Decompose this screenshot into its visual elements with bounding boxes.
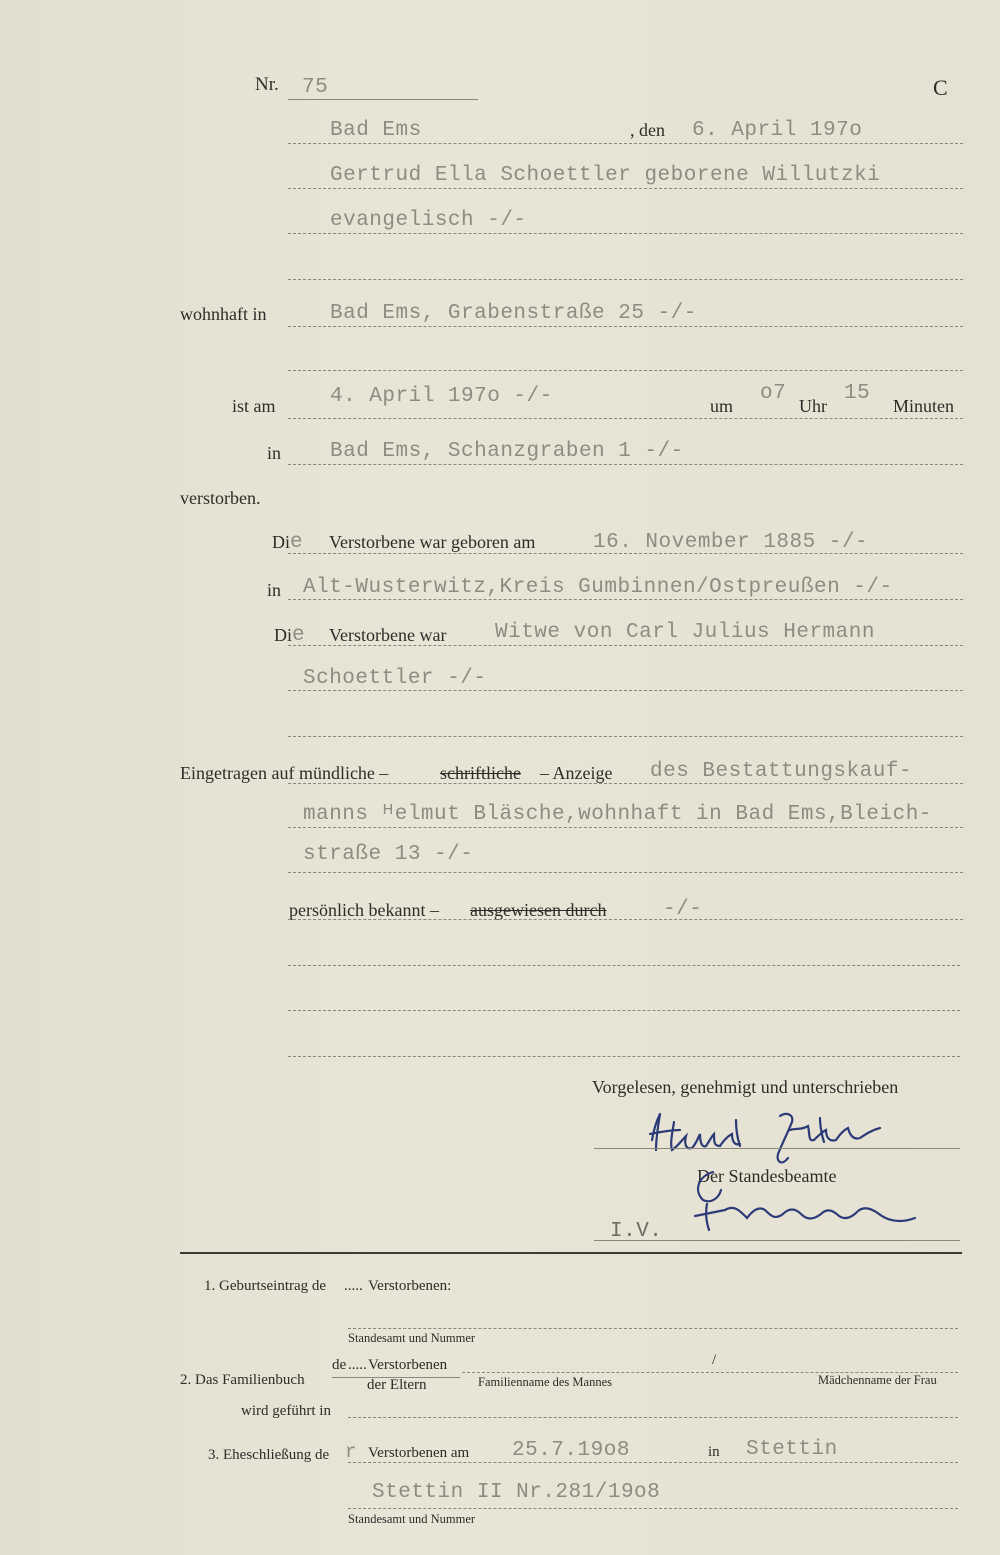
registration-line2-rule bbox=[288, 827, 963, 828]
office-number-label: Standesamt und Nummer bbox=[348, 1331, 476, 1345]
item3-in-label: in bbox=[708, 1444, 720, 1460]
status-line2-rule bbox=[288, 690, 963, 691]
registration-label-b: – Anzeige bbox=[540, 763, 613, 783]
item3-label-b: Verstorbenen am bbox=[368, 1445, 470, 1461]
marriage-register: Stettin II Nr.281/19o8 bbox=[372, 1481, 661, 1504]
registration-line1-rule bbox=[288, 783, 963, 784]
registration-label-struck: schriftliche bbox=[440, 763, 521, 783]
read-approved-label: Vorgelesen, genehmigt und unterschrieben bbox=[592, 1077, 899, 1097]
registration-line1: des Bestattungskauf- bbox=[650, 760, 913, 783]
kept-in-label: wird geführt in bbox=[241, 1403, 331, 1419]
identity-value: -/- bbox=[663, 898, 703, 921]
identity-label-struck: ausgewiesen durch bbox=[470, 900, 607, 920]
religion-line bbox=[288, 233, 963, 234]
death-place: Bad Ems, Schanzgraben 1 -/- bbox=[330, 440, 684, 463]
item2-parents: der Eltern bbox=[367, 1377, 427, 1393]
item1-label-b: Verstorbenen: bbox=[368, 1278, 452, 1294]
item3-rule bbox=[348, 1462, 958, 1463]
birth-in-label: in bbox=[267, 580, 282, 600]
official-label: Der Standesbeamte bbox=[697, 1166, 837, 1186]
signature-2-icon bbox=[675, 1160, 935, 1240]
birth-place-line bbox=[288, 599, 963, 600]
item2-label: 2. Das Familienbuch bbox=[180, 1372, 305, 1388]
date-value: 6. April 197o bbox=[692, 119, 863, 142]
registration-line3-rule bbox=[288, 872, 963, 873]
item2-deceased: Verstorbenen bbox=[368, 1357, 448, 1373]
identity-label-a: persönlich bekannt – bbox=[289, 900, 439, 920]
identity-rule bbox=[288, 919, 963, 920]
blank-line-4 bbox=[288, 965, 960, 966]
nr-value: 75 bbox=[302, 76, 329, 99]
registration-line2: manns ᴴelmut Bläsche,wohnhaft in Bad Ems,Bleich- bbox=[303, 803, 932, 826]
kept-in-rule bbox=[348, 1417, 958, 1418]
ist-am-label: ist am bbox=[232, 396, 276, 416]
item1-label: 1. Geburtseintrag de bbox=[204, 1278, 327, 1294]
corner-letter: C bbox=[933, 75, 948, 100]
nr-label: Nr. bbox=[255, 74, 279, 95]
birth-place: Alt-Wusterwitz,Kreis Gumbinnen/Ostpreußen -/- bbox=[303, 576, 893, 599]
signature-1-line bbox=[594, 1148, 960, 1149]
blank-line-1 bbox=[288, 279, 963, 280]
office-number-label-2: Standesamt und Nummer bbox=[348, 1512, 476, 1526]
item2-de: de bbox=[332, 1357, 347, 1373]
in-label: in bbox=[267, 443, 282, 463]
death-minute: 15 bbox=[844, 382, 871, 405]
deceased-name: Gertrud Ella Schoettler geborene Willutzki bbox=[330, 164, 881, 187]
death-date-line bbox=[288, 418, 963, 419]
residence-line bbox=[288, 326, 963, 327]
item1-rule bbox=[348, 1328, 958, 1329]
item1-dots: ..... bbox=[344, 1278, 363, 1294]
name-line bbox=[288, 188, 963, 189]
registration-line3: straße 13 -/- bbox=[303, 843, 474, 866]
status-line1: Witwe von Carl Julius Hermann bbox=[495, 621, 875, 644]
minuten-label: Minuten bbox=[893, 396, 954, 416]
iv-label: I.V. bbox=[610, 1220, 663, 1243]
blank-line-6 bbox=[288, 1056, 960, 1057]
husband-name-label: Familienname des Mannes bbox=[478, 1375, 612, 1389]
status-line1-rule bbox=[288, 645, 963, 646]
status-typed-e: e bbox=[292, 624, 306, 647]
nr-underline bbox=[288, 99, 478, 100]
residence-value: Bad Ems, Grabenstraße 25 -/- bbox=[330, 302, 697, 325]
um-label: um bbox=[710, 396, 734, 416]
verstorben-label: verstorben. bbox=[180, 488, 261, 508]
religion-value: evangelisch -/- bbox=[330, 209, 527, 232]
birth-date-line bbox=[288, 553, 963, 554]
marriage-date: 25.7.19o8 bbox=[512, 1439, 630, 1462]
status-line2: Schoettler -/- bbox=[303, 667, 487, 690]
blank-line-2 bbox=[288, 370, 963, 371]
den-label: , den bbox=[630, 120, 665, 140]
death-place-line bbox=[288, 464, 963, 465]
signature-2-line bbox=[594, 1240, 960, 1241]
death-date: 4. April 197o -/- bbox=[330, 385, 553, 408]
blank-line-3 bbox=[288, 736, 963, 737]
place-date-line bbox=[288, 143, 963, 144]
residence-label: wohnhaft in bbox=[180, 304, 267, 324]
birth-date: 16. November 1885 -/- bbox=[593, 531, 869, 554]
item3-label: 3. Eheschließung de bbox=[208, 1447, 330, 1463]
marriage-place: Stettin bbox=[746, 1438, 838, 1461]
wife-maiden-label: Mädchenname der Frau bbox=[818, 1373, 937, 1387]
registration-label-a: Eingetragen auf mündliche – bbox=[180, 763, 389, 783]
birth-label: Verstorbene war geboren am bbox=[329, 532, 536, 552]
item2-dots: ..... bbox=[348, 1357, 367, 1373]
status-label: Verstorbene war bbox=[329, 625, 447, 645]
item3-register-rule bbox=[348, 1508, 958, 1509]
section-divider bbox=[180, 1252, 962, 1254]
birth-typed-e: e bbox=[290, 531, 304, 554]
birth-prefix: Di bbox=[272, 532, 290, 552]
blank-line-5 bbox=[288, 1010, 960, 1011]
item2-slash: / bbox=[712, 1352, 717, 1368]
place-value: Bad Ems bbox=[330, 119, 422, 142]
death-hour: o7 bbox=[760, 382, 787, 405]
uhr-label: Uhr bbox=[799, 396, 827, 416]
item3-r: r bbox=[345, 1441, 357, 1463]
status-prefix: Di bbox=[274, 625, 292, 645]
